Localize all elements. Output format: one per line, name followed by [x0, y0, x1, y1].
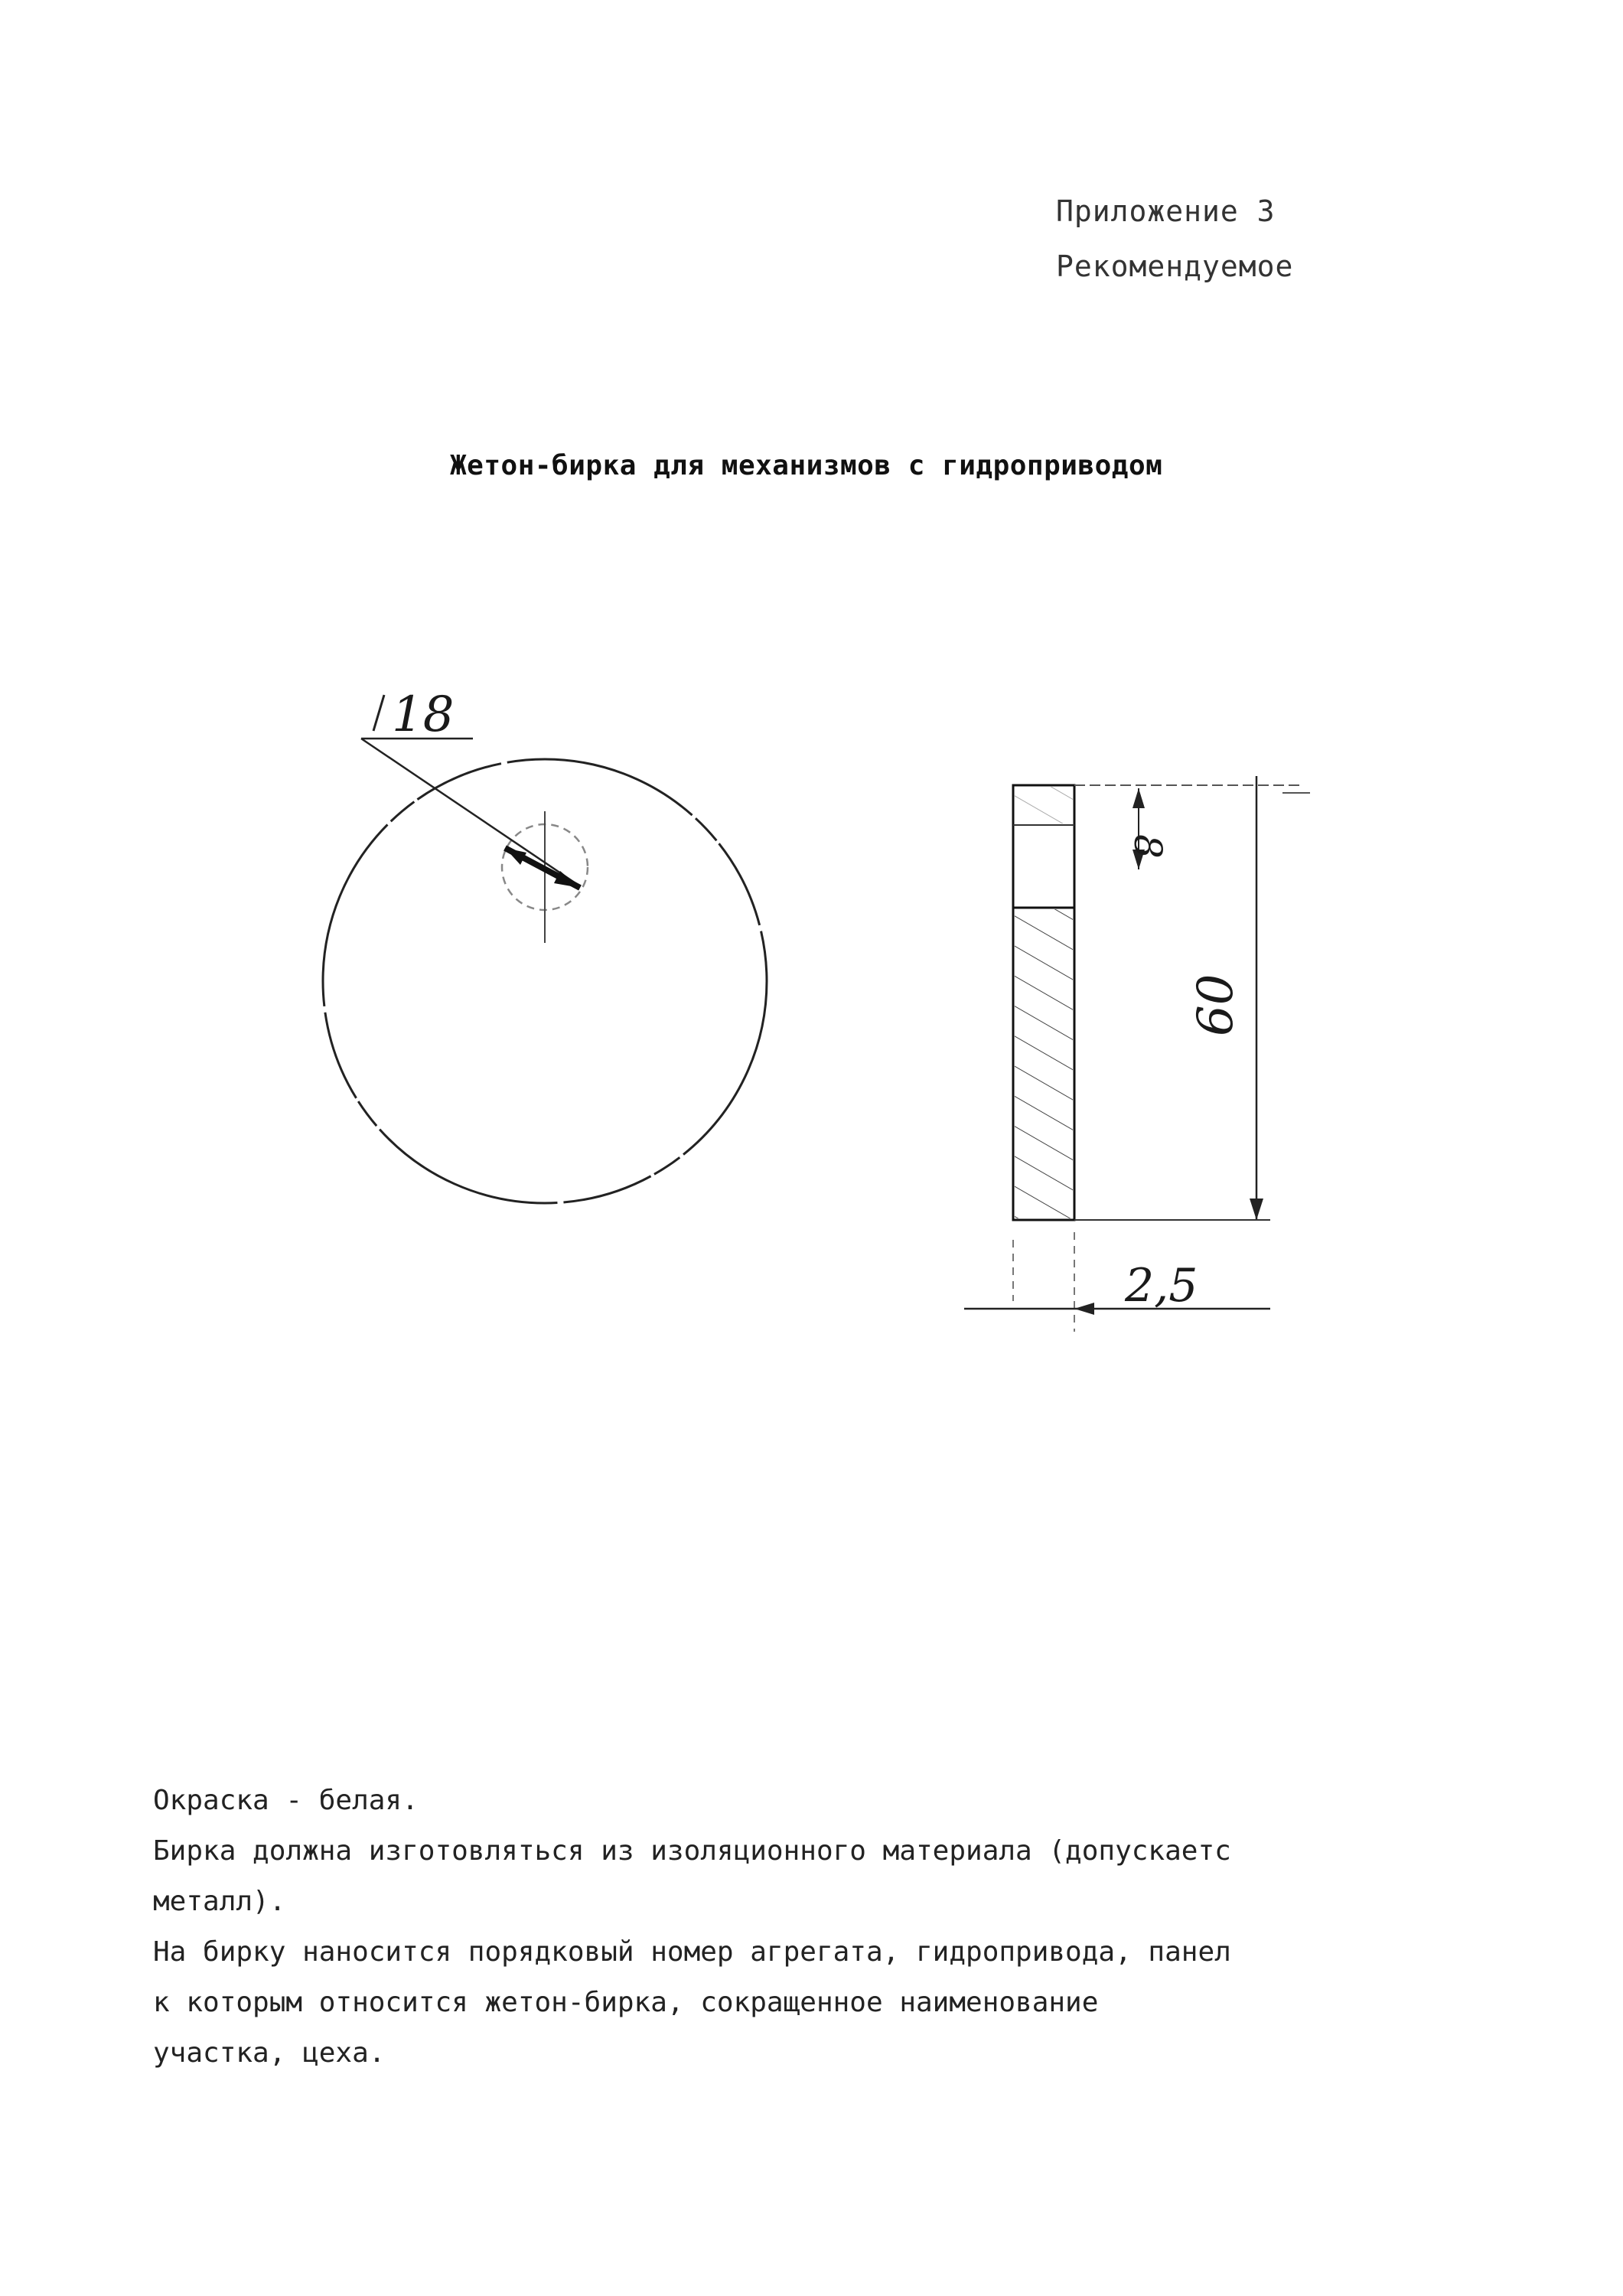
arrowhead-icon — [1250, 1199, 1263, 1220]
front-view — [323, 687, 767, 1203]
arrowhead-icon — [505, 848, 526, 865]
height-label: 60 — [1188, 974, 1244, 1036]
side-view — [964, 776, 1310, 1332]
note-paint: Окраска - белая. — [153, 1785, 419, 1816]
hole-zone-hatch — [1015, 787, 1073, 823]
hole-offset-label: 8 — [1126, 834, 1170, 859]
diameter-leader-line — [361, 739, 580, 886]
page-title: Жетон-бирка для механизмов с гидроприводом — [450, 450, 1163, 481]
hole-diameter-label: 18 — [392, 687, 455, 743]
appendix-status: Рекомендуемое — [1056, 249, 1294, 283]
note-material: Бирка должна изготовляться из изоляционного материала (допускаетс металл). — [153, 1835, 1231, 1917]
appendix-number: Приложение 3 — [1056, 194, 1276, 228]
section-hatch — [1015, 909, 1073, 1218]
notes-block — [153, 1776, 1484, 2079]
arrowhead-icon — [1074, 1303, 1094, 1315]
note-marking: На бирку наносится порядковый номер агрегата, гидропривода, панел к которым относится жетон-бирка, сокращенное наименование участка, цеха. — [153, 1936, 1231, 2069]
diameter-symbol-stroke — [373, 695, 384, 731]
arrowhead-icon — [1133, 788, 1145, 808]
thickness-label: 2,5 — [1125, 1259, 1198, 1313]
